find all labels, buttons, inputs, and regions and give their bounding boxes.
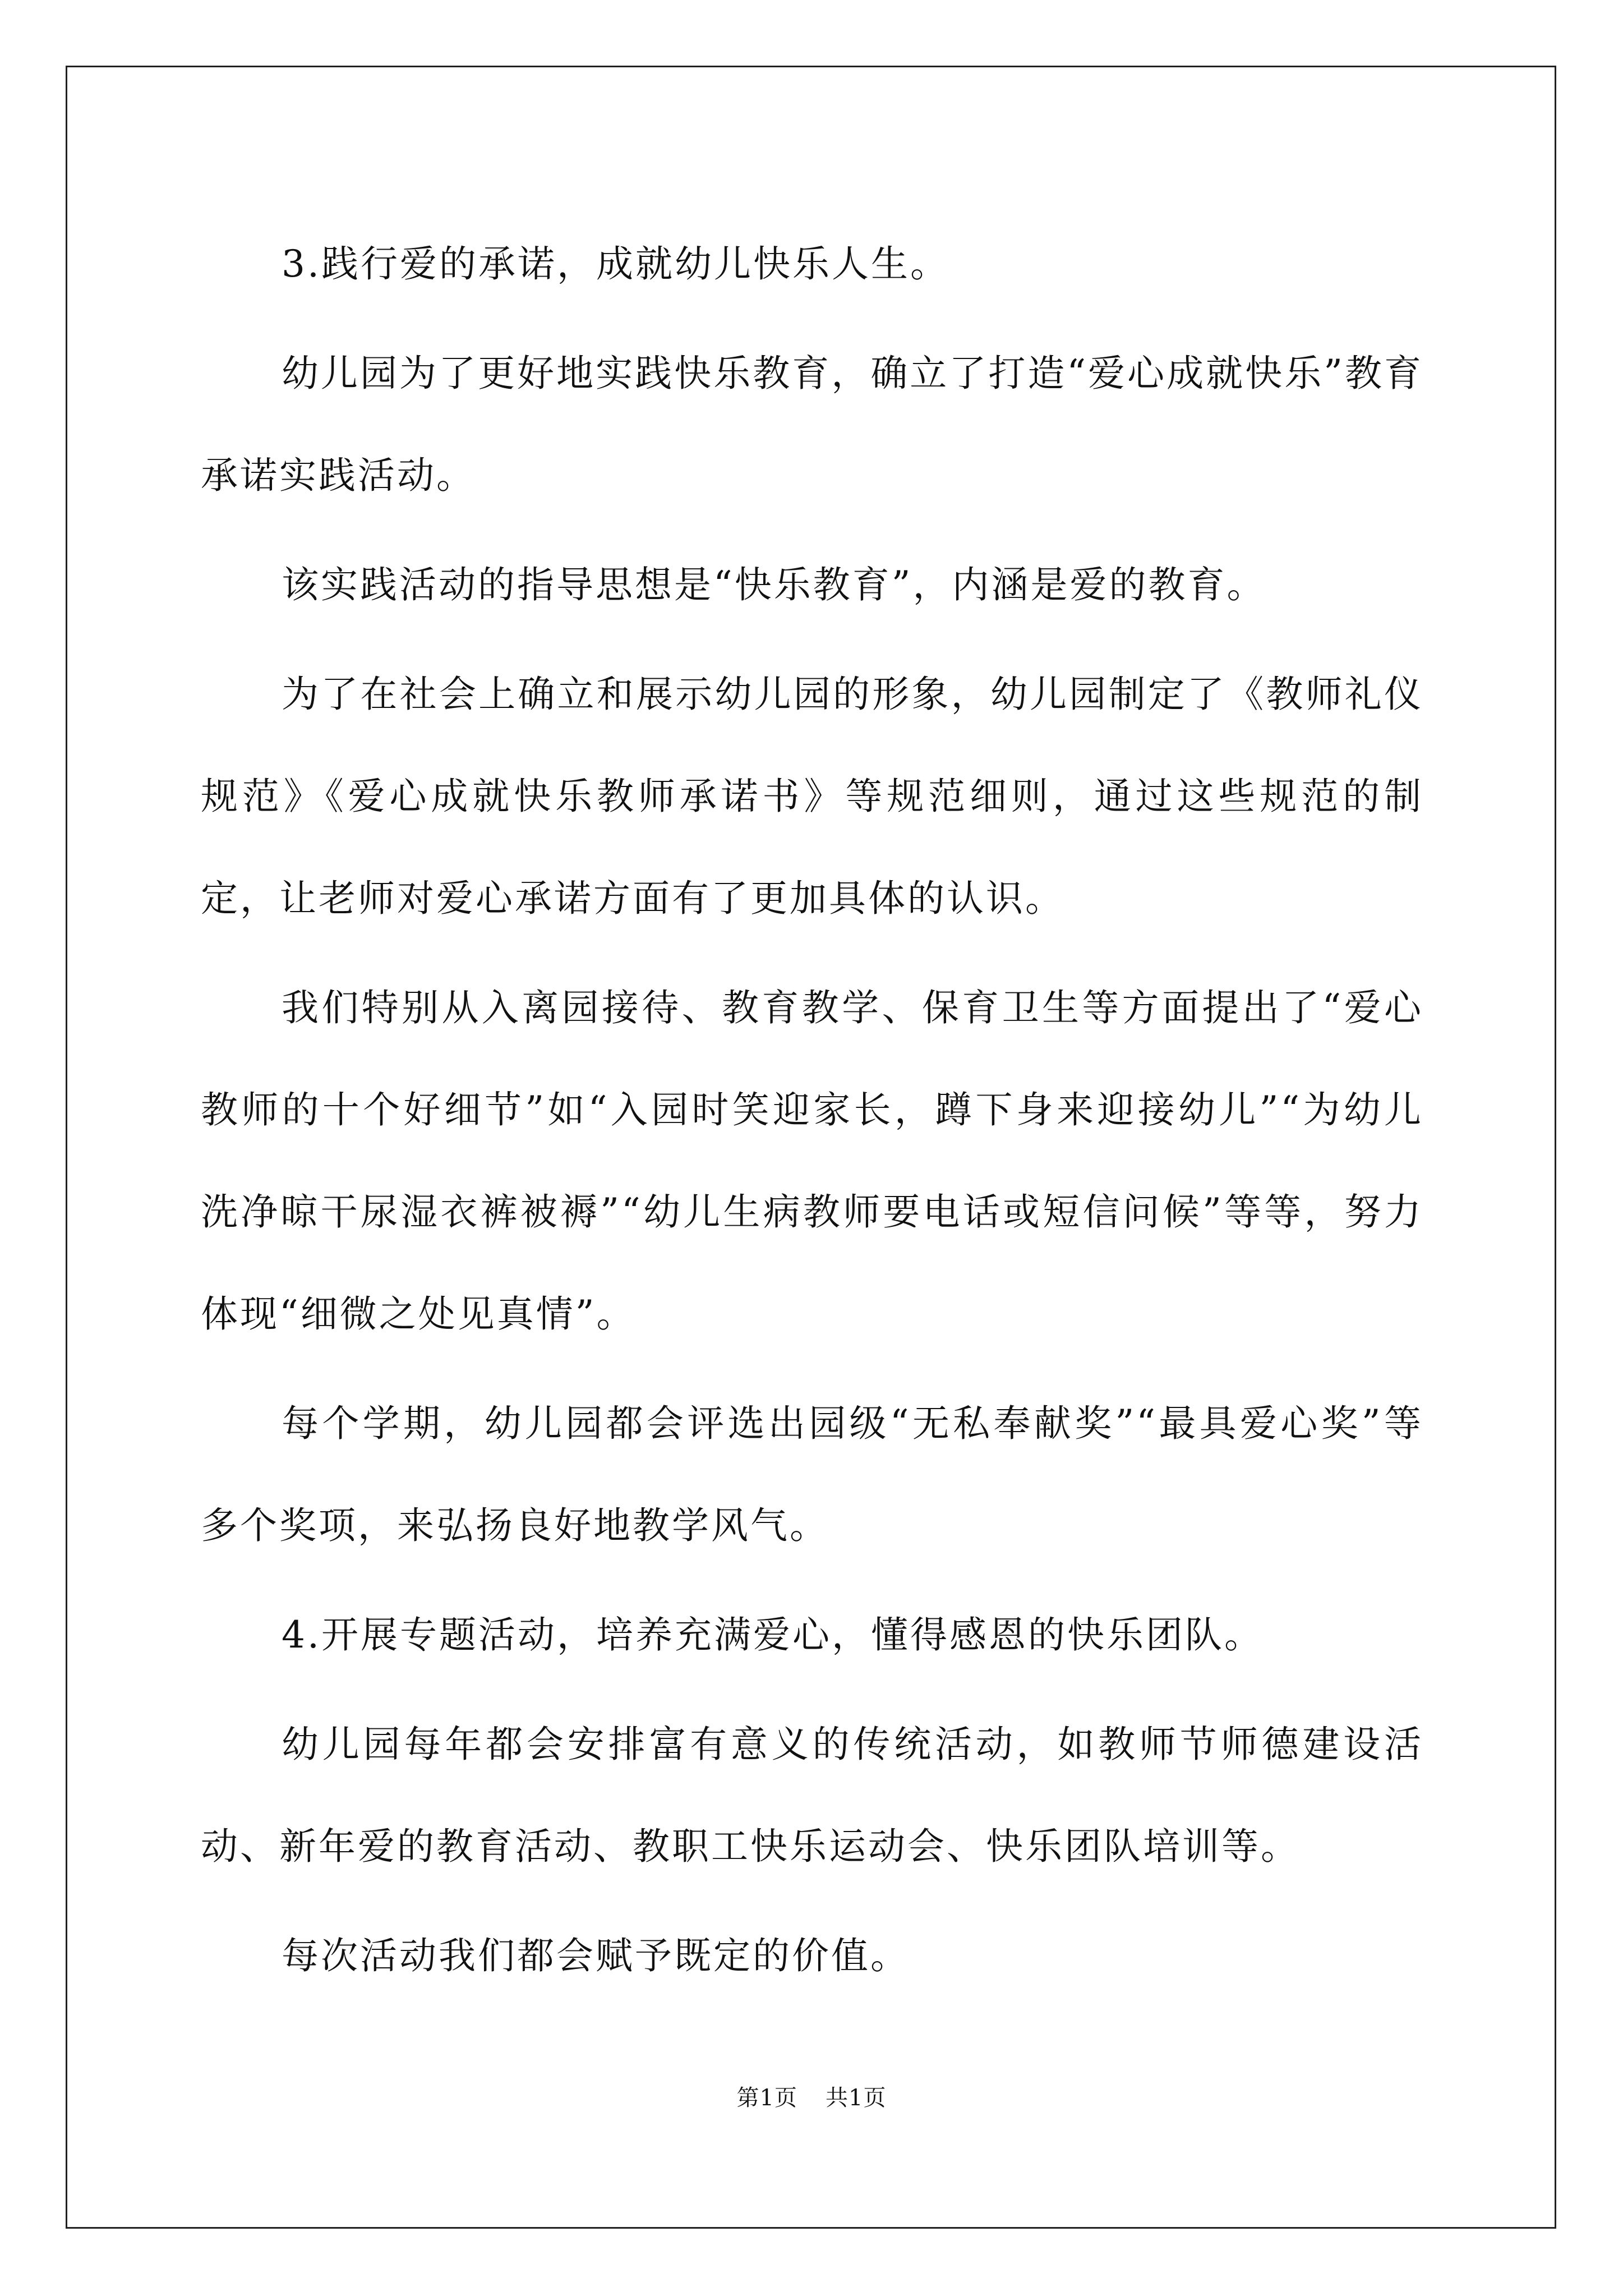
paragraph: 为了在社会上确立和展示幼儿园的形象，幼儿园制定了《教师礼仪规范》《爱心成就快乐教师承诺书》等规范细则，通过这些规范的制定，让老师对爱心承诺方面有了更加具体的认识。 [201,673,1423,920]
paragraph: 4.开展专题活动，培养充满爱心，懂得感恩的快乐团队。 [282,1613,1264,1657]
page-total: 共1页 [826,2085,887,2111]
paragraph: 每次活动我们都会赋予既定的价值。 [282,1934,910,1977]
paragraph: 幼儿园为了更好地实践快乐教育，确立了打造“爱心成就快乐”教育承诺实践活动。 [201,352,1423,497]
paragraph: 该实践活动的指导思想是“快乐教育”，内涵是爱的教育。 [282,563,1266,606]
document-body [201,213,1423,2014]
paragraph: 我们特别从入离园接待、教育教学、保育卫生等方面提出了“爱心教师的十个好细节”如“入园时笑迎家长，蹲下身来迎接幼儿”“为幼儿洗净晾干尿湿衣裤被褥”“幼儿生病教师要电话或短信问候”等等，努力体现“细微之处见真情”。 [201,986,1423,1336]
paragraph: 每个学期，幼儿园都会评选出园级“无私奉献奖”“最具爱心奖”等多个奖项，来弘扬良好地教学风气。 [201,1402,1423,1547]
page-footer [0,2081,1623,2115]
page-number: 第1页 [736,2085,797,2111]
paragraph: 幼儿园每年都会安排富有意义的传统活动，如教师节师德建设活动、新年爱的教育活动、教职工快乐运动会、快乐团队培训等。 [201,1723,1423,1868]
paragraph: 3.践行爱的承诺，成就幼儿快乐人生。 [282,242,949,286]
